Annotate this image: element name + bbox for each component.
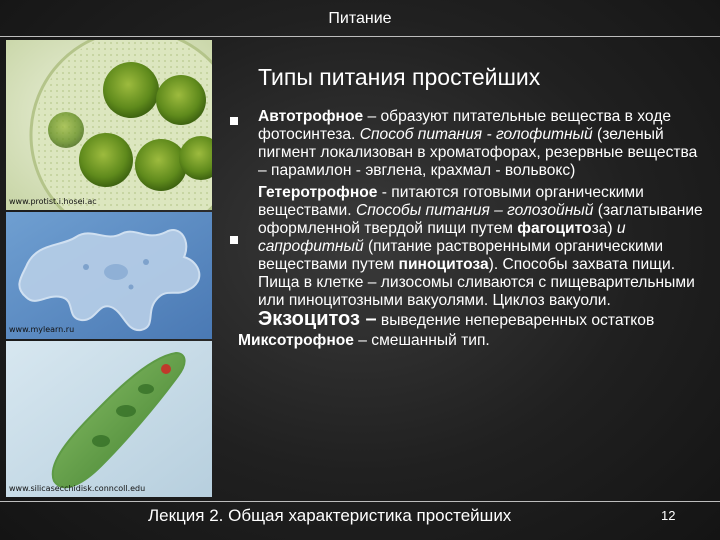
heterotrophic-text-2: (заглатывание оформленной твердой пищи путем [258,202,703,237]
heterotrophic-method-1: Способы питания – голозойный [355,202,594,219]
autotrophic-text-1: – образуют питательные вещества в ходе фотосинтеза. [258,108,672,143]
heterotrophic-text-6: выведение непереваренных остатков [376,312,655,329]
heterotrophic-paragraph [238,184,708,330]
amoeba-image [6,212,212,339]
mixotrophic-text: – смешанный тип. [353,332,490,349]
header-title: Питание [328,10,392,27]
bullet-marker [230,117,238,125]
amoeba-image-credit: www.mylearn.ru [9,325,75,334]
euglena-image [6,341,212,497]
heterotrophic-term: Гетеротрофное [258,184,378,201]
euglena-image-credit: www.silicasecchidisk.conncoll.edu [9,484,146,493]
volvox-image-credit: www.protist.i.hosei.ac [9,197,97,206]
slide-title: Типы питания простейших [258,64,541,90]
slide-body [238,108,708,350]
heterotrophic-method-2: и сапрофитный [258,220,626,255]
mixotrophic-term: Миксотрофное [238,332,354,349]
pinocytosis-term: пиноцитоза [398,256,489,273]
mixotrophic-paragraph [238,332,708,350]
heterotrophic-text-5: ). Способы захвата пищи. Пища в клетке – лизосомы сливаются с пищеварительными или пиноцитозными вакуолями. Циклоз вакуоли. [258,256,695,309]
autotrophic-text-2: (зеленый пигмент локализован в хроматофорах, резервные вещества – парамилон - эвглена, крахмал - вольвокс) [258,126,698,179]
header-divider [0,36,720,37]
bullet-marker [230,236,238,244]
heterotrophic-text-3: за) [591,220,617,237]
autotrophic-term: Автотрофное [258,108,364,125]
autotrophic-method: Способ питания - голофитный [359,126,593,143]
page-number: 12 [661,508,676,523]
exocytosis-term: Экзоцитоз – [258,308,377,330]
heterotrophic-text-1: - питаются готовыми органическими веществами. [258,184,644,219]
heterotrophic-text-4: (питание растворенными органическими веществами путем [258,238,664,273]
volvox-image [6,40,212,210]
phagocytosis-term: фагоцито [517,220,592,237]
autotrophic-paragraph [238,108,708,180]
footer-divider [0,501,720,502]
footer-lecture-title: Лекция 2. Общая характеристика простейших [148,506,512,525]
